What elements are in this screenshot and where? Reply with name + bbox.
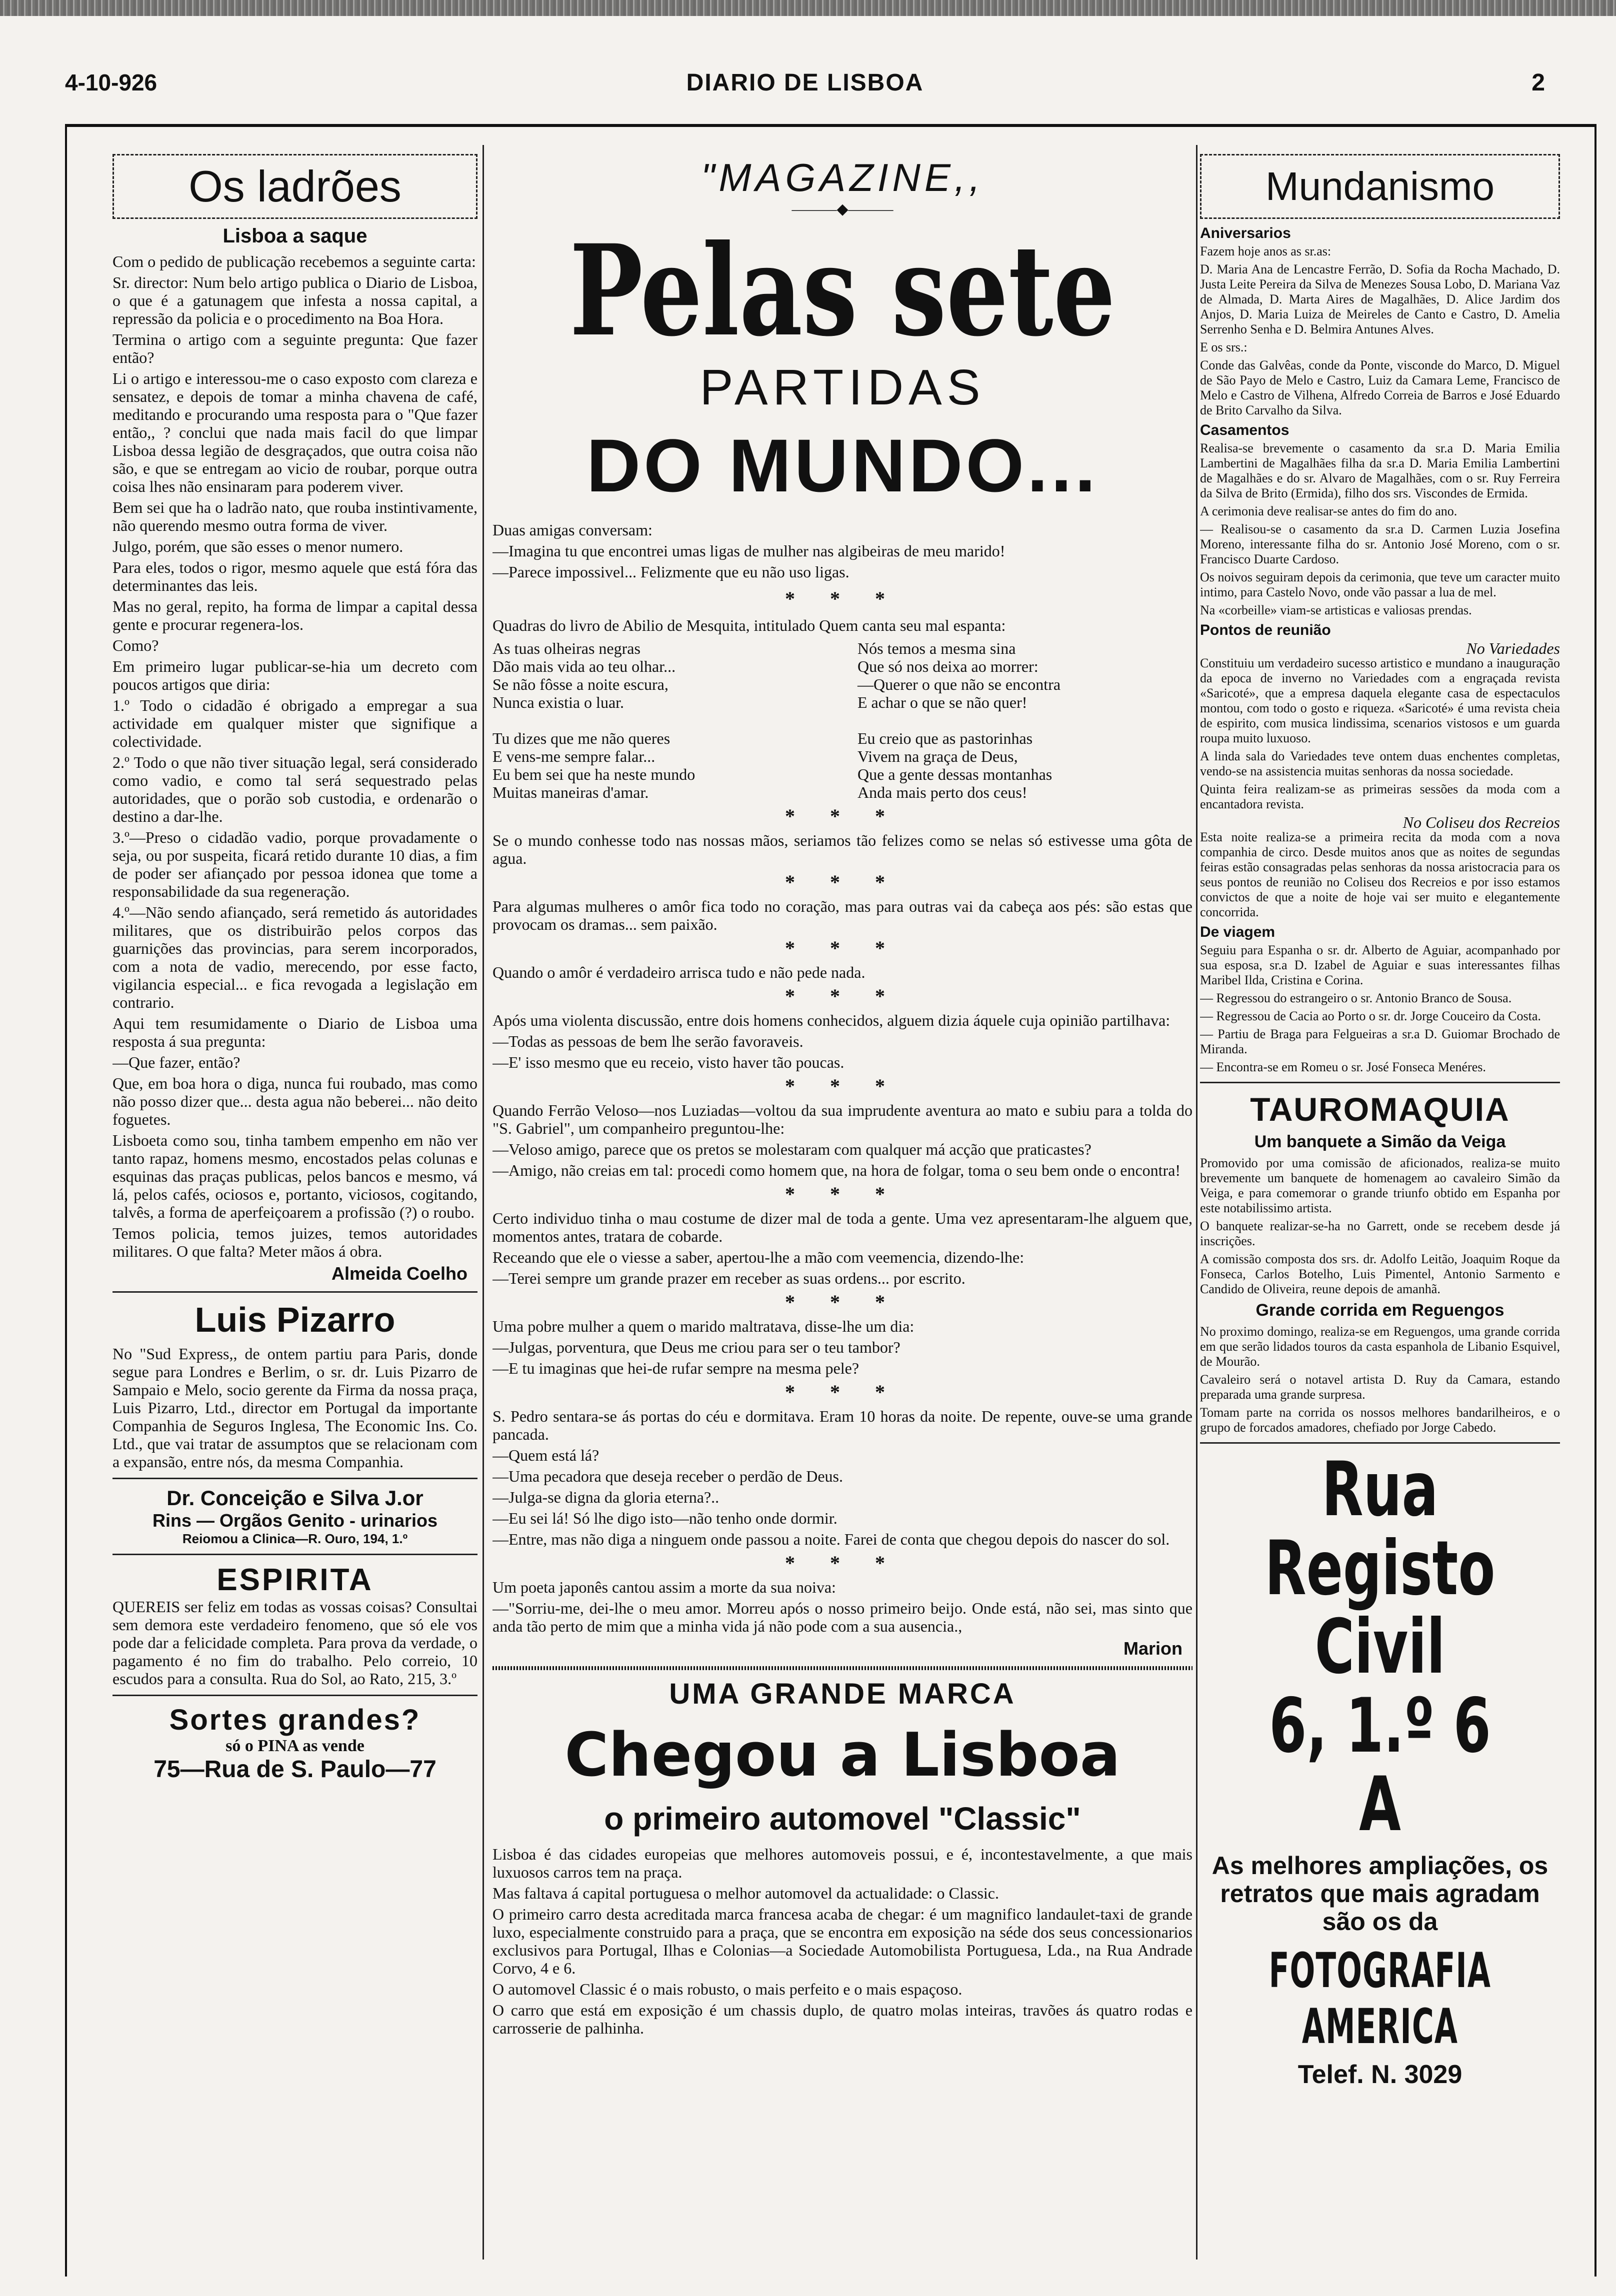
variedades-text bbox=[1200, 656, 1560, 812]
divider bbox=[112, 1478, 478, 1479]
ladroes-paragraph: Mas no geral, repito, ha forma de limpar a capital dessa gente e procurar regenera-los. bbox=[112, 597, 478, 633]
anecdote-line: Receando que ele o viesse a saber, apertou-lhe a mão com veemencia, dizendo-lhe: bbox=[492, 1248, 1024, 1266]
reguengos-subhead: Grande corrida em Reguengos bbox=[1256, 1301, 1504, 1320]
classic-ad-title: Chegou a Lisboa bbox=[564, 1721, 1120, 1790]
stars-separator: * * * bbox=[785, 805, 900, 827]
stars-separator: * * * bbox=[785, 1291, 900, 1313]
poem-line: Nunca existia o luar. bbox=[492, 693, 624, 711]
divider bbox=[1200, 1442, 1560, 1444]
poem-line: Que só nos deixa ao morrer: bbox=[858, 657, 1038, 675]
partidas-headline: PARTIDAS bbox=[700, 359, 986, 415]
ladroes-paragraph: 4.º—Não sendo afiançado, será remetido ás autoridades militares, que os distribuirão pelos corpos das guarnições das provincias, para serem incorporados, com a nota de vadio, merecendo, por esse facto, vigilancia especial... e fica revogada a legislação em contrario. bbox=[112, 903, 478, 1011]
casamentos-paragraph: Realisa-se brevemente o casamento da sr.a D. Maria Emilia Lambertini de Magalhães filha da sr.a D. Maria Emilia Lambertini de Magalhães e do sr. Alvaro de Magalhães, com o sr. Ruy Ferreira da Silva de Brito (Ermida), filho dos srs. Viscondes de Ermida. bbox=[1200, 441, 1560, 500]
coliseu-paragraph: Esta noite realiza-se a primeira recita da moda com a nova companhia de circo. Desde muitos anos que as noites de segundas feiras estão consagradas pelas senhoras da nossa aristocracia para os seus pontos de reunião no Coliseu dos Recreios e por isso estamos convictos de que a noite de hoje vai ser muito e elegantemente concorrida. bbox=[1200, 830, 1560, 919]
aniversarios-paragraph: Fazem hoje anos as sr.as: bbox=[1200, 244, 1332, 258]
stars-separator: * * * bbox=[785, 587, 900, 610]
viagem-paragraph: Seguiu para Espanha o sr. dr. Alberto de Aguiar, acompanhado por sua esposa, sr.a D. Izabel de Aguiar e suas interessantes filhas Maribel Ilda, Cristina e Corina. bbox=[1200, 943, 1560, 987]
ladroes-paragraph: Para eles, todos o rigor, mesmo aquele que está fóra das determinantes das leis. bbox=[112, 558, 478, 594]
masthead bbox=[65, 69, 1545, 104]
viagem-paragraph: — Encontra-se em Romeu o sr. José Fonseca Menéres. bbox=[1200, 1060, 1486, 1074]
classic-ad-kicker: UMA GRANDE MARCA bbox=[669, 1678, 1016, 1710]
poem-line bbox=[858, 711, 1192, 729]
ladroes-paragraph: Em primeiro lugar publicar-se-hia um decreto com poucos artigos que diria: bbox=[112, 657, 478, 693]
poem-line: E achar o que se não quer! bbox=[858, 693, 1028, 711]
anecdote-line: —Terei sempre um grande prazer em receber as suas ordens... por escrito. bbox=[492, 1269, 966, 1287]
variedades-paragraph: A linda sala do Variedades teve ontem duas enchentes completas, vendo-se na assistencia muitas senhoras da nossa sociedade. bbox=[1200, 749, 1560, 778]
anecdote-line: —E tu imaginas que hei-de rufar sempre na mesma pele? bbox=[492, 1359, 860, 1377]
stars-separator: * * * bbox=[785, 1075, 900, 1097]
anecdote-line: Após uma violenta discussão, entre dois homens conhecidos, alguem dizia áquele cuja opinião partilhava: bbox=[492, 1011, 1170, 1029]
banquete-subhead: Um banquete a Simão da Veiga bbox=[1254, 1132, 1506, 1151]
page-number: 2 bbox=[1532, 69, 1545, 96]
foto-ad-number: 6, 1.º 6 A bbox=[1269, 1682, 1491, 1848]
classic-ad-paragraph: O carro que está em exposição é um chassis duplo, de quatro molas inteiras, travões ás quatro rodas e carrosserie de palhinha. bbox=[492, 2001, 1192, 2037]
banquete-text bbox=[1200, 1156, 1560, 1297]
pontos-label: Pontos de reunião bbox=[1200, 622, 1331, 638]
poem-line: As tuas olheiras negras bbox=[492, 639, 640, 657]
tauromaquia-header: TAUROMAQUIA bbox=[1250, 1091, 1510, 1128]
ladroes-paragraph: Com o pedido de publicação recebemos a seguinte carta: bbox=[112, 252, 476, 270]
reguengos-paragraph: No proximo domingo, realiza-se em Reguengos, uma grande corrida em que serão lidados touros da casta espanhola de Libanio Esquivel, de Mourão. bbox=[1200, 1324, 1560, 1369]
casamentos-text bbox=[1200, 441, 1560, 618]
anecdote-line: Se o mundo conhesse todo nas nossas mãos, seriamos tão felizes como se nelas só estivesse uma gôta de agua. bbox=[492, 831, 1192, 867]
ladroes-paragraph: Termina o artigo com a seguinte pregunta: Que fazer então? bbox=[112, 330, 478, 366]
mundanismo-header: Mundanismo bbox=[1200, 154, 1560, 219]
doctor-specialty: Rins — Orgãos Genito - urinarios bbox=[152, 1510, 438, 1531]
poem-line: Muitas maneiras d'amar. bbox=[492, 783, 649, 801]
anecdote-line: Quando o amôr é verdadeiro arrisca tudo e não pede nada. bbox=[492, 963, 866, 981]
sortes-address: 75—Rua de S. Paulo—77 bbox=[154, 1756, 436, 1783]
sortes-line: só o PINA as vende bbox=[226, 1737, 364, 1755]
anecdote-line: —Julgas, porventura, que Deus me criou para ser o teu tambor? bbox=[492, 1338, 900, 1356]
viagem-text bbox=[1200, 943, 1560, 1075]
coliseu-text bbox=[1200, 830, 1560, 920]
ladroes-header: Os ladrões bbox=[112, 154, 478, 219]
anecdote-line: —Uma pecadora que deseja receber o perdão de Deus. bbox=[492, 1467, 843, 1485]
foto-ad-text: As melhores ampliações, os retratos que mais agradam são os da bbox=[1212, 1851, 1548, 1936]
ladroes-paragraph: 3.º—Preso o cidadão vadio, porque provadamente o seja, ou por suspeita, ficará retido durante 10 dias, a fim de poder ser afiançado por pessoa idonea que tome a responsabilidade da sua regeneração. bbox=[112, 828, 478, 900]
pizarro-text: No "Sud Express,, de ontem partiu para Paris, donde segue para Londres e Berlim, o sr. dr. Luis Pizarro de Sampaio e Melo, socio gerente da Firma da nossa praça, Luis Pizarro, Ltd., director em Portugal da importante Companhia de Seguros Inglesa, The Economic Ins. Co. Ltd., que vai tratar de assumptos que se relacionam com a expansão, entre nós, da mesma Companhia. bbox=[112, 1345, 478, 1471]
divider bbox=[1200, 1082, 1560, 1083]
reguengos-text bbox=[1200, 1324, 1560, 1435]
classic-ad-paragraph: O automovel Classic é o mais robusto, o mais perfeito e o mais espaçoso. bbox=[492, 1980, 962, 1998]
poem-line: Dão mais vida ao teu olhar... bbox=[492, 657, 676, 675]
poem-line: Se não fôsse a noite escura, bbox=[492, 675, 668, 693]
anecdote-line: —Todas as pessoas de bem lhe serão favoraveis. bbox=[492, 1032, 804, 1050]
poem-line: Tu dizes que me não queres bbox=[492, 729, 670, 747]
anecdote-line: —E' isso mesmo que eu receio, visto haver tão poucas. bbox=[492, 1053, 844, 1071]
aniversarios-paragraph: D. Maria Ana de Lencastre Ferrão, D. Sofia da Rocha Machado, D. Justa Leite Pereira da Silva de Menezes Sousa Lobo, D. Mariana Vaz de Almada, D. Marta Aires de Magalhães, D. Alice Jardim dos Anjos, D. Maria Luiza de Meireles de Canto e Castro, D. Amelia Serrenho Senha e D. Belmira Antunes Alves. bbox=[1200, 262, 1560, 336]
casamentos-label: Casamentos bbox=[1200, 422, 1290, 438]
intro-line: —Parece impossivel... Felizmente que eu não uso ligas. bbox=[492, 563, 850, 581]
poem-line: —Querer o que não se encontra bbox=[858, 675, 1061, 693]
ladroes-paragraph: Aqui tem resumidamente o Diario de Lisboa uma resposta á sua pregunta: bbox=[112, 1014, 478, 1050]
reguengos-paragraph: Cavaleiro será o notavel artista D. Ruy da Camara, estando preparada uma grande surpresa. bbox=[1200, 1372, 1560, 1402]
magazine-intro bbox=[492, 521, 1192, 581]
poem-left-column bbox=[492, 639, 828, 801]
anecdote-line: Para algumas mulheres o amôr fica todo no coração, mas para outras vai da cabeça aos pés: são estas que provocam os dramas... sem paixão. bbox=[492, 897, 1192, 933]
anecdote-line: —Veloso amigo, parece que os pretos se molestaram com qualquer má acção que praticastes? bbox=[492, 1140, 1092, 1158]
ladroes-signature: Almeida Coelho bbox=[331, 1263, 468, 1284]
anecdote-line: Um poeta japonês cantou assim a morte da sua noiva: bbox=[492, 1578, 836, 1596]
intro-line: Duas amigas conversam: bbox=[492, 521, 652, 539]
ladroes-paragraph: Que, em boa hora o diga, nunca fui roubado, mas como não posso dizer que... desta agua não beberei... não deito foguetes. bbox=[112, 1074, 478, 1128]
stars-separator: * * * bbox=[785, 1183, 900, 1205]
ladroes-paragraph: Temos policia, temos juizes, temos autoridades militares. O que falta? Meter mãos á obra. bbox=[112, 1224, 478, 1260]
viagem-paragraph: — Regressou do estrangeiro o sr. Antonio Branco de Sousa. bbox=[1200, 991, 1512, 1005]
pizarro-header: Luis Pizarro bbox=[194, 1300, 396, 1339]
divider bbox=[112, 1695, 478, 1696]
anecdote-line: —Quem está lá? bbox=[492, 1446, 600, 1464]
middle-column bbox=[492, 145, 1192, 2270]
anecdote-line: Certo individuo tinha o mau costume de dizer mal de toda a gente. Uma vez apresentaram-lhe alguem que, momentos antes, tratara de cobarde. bbox=[492, 1209, 1192, 1245]
ladroes-paragraph: 1.º Todo o cidadão é obrigado a empregar a sua actividade em qualquer mister que signifique a colectividade. bbox=[112, 696, 478, 750]
foto-ad-phone: Telef. N. 3029 bbox=[1298, 2060, 1462, 2089]
poem-right-column bbox=[858, 639, 1192, 801]
newspaper-title: DIARIO DE LISBOA bbox=[686, 69, 924, 96]
anecdote-line: Uma pobre mulher a quem o marido maltratava, disse-lhe um dia: bbox=[492, 1317, 914, 1335]
ladroes-subhead: Lisboa a saque bbox=[222, 225, 368, 247]
classic-ad-paragraph: O primeiro carro desta acreditada marca francesa acaba de chegar: é um magnifico landaulet-taxi de grande luxo, especialmente construido para a praça, que se encontra em exposição na séde dos seus concessionarios exclusivos para Portugal, Ilhas e Colonias—a Sociedade Automobilista Portuguesa, Lda., na Rua Andrade Corvo, 4 e 6. bbox=[492, 1905, 1192, 1977]
ladroes-paragraph: —Que fazer, então? bbox=[112, 1053, 240, 1071]
ladroes-article bbox=[112, 252, 478, 1260]
aniversarios-paragraph: Conde das Galvêas, conde da Ponte, visconde do Marco, D. Miguel de São Payo de Melo e Castro, Luiz da Camara Leme, Francisco de Melo e Castro de Vilhena, Alfredo Correia de Barros e José Eduardo de Brito Carvalho da Silva. bbox=[1200, 358, 1560, 417]
poem-line: Anda mais perto dos ceus! bbox=[858, 783, 1028, 801]
ladroes-paragraph: Como? bbox=[112, 636, 159, 654]
aniversarios-label: Aniversarios bbox=[1200, 225, 1291, 241]
poem-line: Eu creio que as pastorinhas bbox=[858, 729, 1033, 747]
quadras-intro: Quadras do livro de Abilio de Mesquita, intitulado Quem canta seu mal espanta: bbox=[492, 616, 1006, 634]
anecdote-line: —Julga-se digna da gloria eterna?.. bbox=[492, 1488, 720, 1506]
poem-line: Que a gente dessas montanhas bbox=[858, 765, 1052, 783]
ladroes-paragraph: Bem sei que ha o ladrão nato, que rouba instintivamente, não querendo mesmo outra forma de viver. bbox=[112, 498, 478, 534]
magazine-kicker: "MAGAZINE,, bbox=[700, 155, 984, 199]
stars-separator: * * * bbox=[785, 985, 900, 1007]
poem-line: E vens-me sempre falar... bbox=[492, 747, 656, 765]
banquete-paragraph: Promovido por uma comissão de aficionados, realiza-se muito brevemente um banquete de homenagem ao cavaleiro Simão da Veiga, e para comemorar o grande triunfo obtido em Espanha por este notabilissimo artista. bbox=[1200, 1156, 1560, 1215]
classic-ad-subtitle: o primeiro automovel "Classic" bbox=[604, 1801, 1081, 1837]
foto-ad-street: Rua Registo Civil bbox=[1264, 1446, 1496, 1691]
viagem-paragraph: — Partiu de Braga para Felgueiras a sr.a D. Guiomar Brochado de Miranda. bbox=[1200, 1027, 1560, 1056]
viagem-paragraph: — Regressou de Cacia ao Porto o sr. dr. Jorge Couceiro da Costa. bbox=[1200, 1009, 1541, 1023]
issue-date: 4-10-926 bbox=[65, 69, 158, 95]
divider bbox=[112, 1554, 478, 1555]
poem-line: Eu bem sei que ha neste mundo bbox=[492, 765, 696, 783]
anecdote-line: S. Pedro sentara-se ás portas do céu e dormitava. Eram 10 horas da noite. De repente, ouve-se uma grande pancada. bbox=[492, 1407, 1192, 1443]
stars-separator: * * * bbox=[785, 1552, 900, 1574]
sortes-header: Sortes grandes? bbox=[169, 1704, 421, 1736]
casamentos-paragraph: A cerimonia deve realisar-se antes do fim do ano. bbox=[1200, 504, 1458, 518]
espirita-text: QUEREIS ser feliz em todas as vossas coisas? Consultai sem demora este verdadeiro fenomeno, que só ele vos pode dar a felicidade completa. Para prova da verdade, o pagamento é no fim do trabalho. Pelo correio, 10 escudos para a consulta. Rua do Sol, ao Rato, 215, 3.º bbox=[112, 1598, 478, 1688]
quadras-poem bbox=[492, 639, 1192, 801]
ladroes-paragraph: Julgo, porém, que são esses o menor numero. bbox=[112, 537, 404, 555]
banquete-paragraph: O banquete realizar-se-ha no Garrett, onde se recebem desde já inscrições. bbox=[1200, 1219, 1560, 1248]
classic-ad-paragraph: Lisboa é das cidades europeias que melhores automoveis possui, e é, incontestavelmente, a que mais luxuosos carros tem na praça. bbox=[492, 1845, 1192, 1881]
reguengos-paragraph: Tomam parte na corrida os nossos melhores bandarilheiros, e o grupo de forcados amadores, chefiado por Jorge Cabedo. bbox=[1200, 1405, 1560, 1435]
ornament: ———◆——— bbox=[792, 201, 894, 217]
stars-separator: * * * bbox=[785, 937, 900, 959]
ladroes-paragraph: 2.º Todo o que não tiver situação legal, será considerado como vadio, e como tal será sequestrado pelas autoridades, que o porão sob custodia, e ordenarão o destino a dar-lhe. bbox=[112, 753, 478, 825]
ladroes-paragraph: Lisboeta como sou, tinha tambem empenho em não ver tanto rapaz, homens mesmo, encostados pelas colunas e esquinas das praças publicas, pelos bancos e mesmo, vá lá, pelos cafés, ociosos e, portanto, viciosos, cogitando, talvês, a forma de aperfeiçoarem a profissão (?) o roubo. bbox=[112, 1131, 478, 1221]
pelas-sete-headline: Pelas sete bbox=[570, 217, 1116, 364]
ladroes-paragraph: Li o artigo e interessou-me o caso exposto com clareza e sensatez, e depois de tomar a minha chavena de café, meditando e procurando uma resposta para o "Que fazer então,, ? conclui que nada mais facil do que limpar Lisboa dessa legião de desgraçados, que outra coisa não são, e que se entregam ao vicio de roubar, porque outra coisa lhes não ensinaram para poderem viver. bbox=[112, 369, 478, 495]
classic-ad-text bbox=[492, 1845, 1192, 2037]
banquete-paragraph: A comissão composta dos srs. dr. Adolfo Leitão, Joaquim Roque da Fonseca, Carlos Botelho, Luis Pimentel, Antonio Sarmento e Candido de Oliveira, reune depois de amanhã. bbox=[1200, 1252, 1560, 1296]
poem-line: Nós temos a mesma sina bbox=[858, 639, 1016, 657]
anecdote-line: —"Sorriu-me, dei-lhe o meu amor. Morreu após o nosso primeiro beijo. Onde está, não sei, mas sinto que anda tão perto de mim que a minha vida já não pode com a sua ausencia., bbox=[492, 1599, 1192, 1635]
variedades-paragraph: Quinta feira realizam-se as primeiras sessões da moda com a encantadora revista. bbox=[1200, 782, 1560, 811]
viagem-label: De viagem bbox=[1200, 924, 1276, 940]
espirita-header: ESPIRITA bbox=[216, 1563, 374, 1597]
stars-separator: * * * bbox=[785, 871, 900, 893]
left-column bbox=[112, 145, 478, 2270]
do-mundo-headline: DO MUNDO... bbox=[586, 423, 1099, 507]
intro-line: —Imagina tu que encontrei umas ligas de mulher nas algibeiras de meu marido! bbox=[492, 542, 1006, 560]
casamentos-paragraph: — Realisou-se o casamento da sr.a D. Carmen Luzia Josefina Moreno, interessante filha do sr. Antonio José Moreno, com o sr. Francisco Duarte Cardoso. bbox=[1200, 522, 1560, 566]
aniversarios-paragraph: E os srs.: bbox=[1200, 340, 1248, 354]
variedades-paragraph: Constituiu um verdadeiro sucesso artistico e mundano a inauguração da epoca de inverno no Variedades com a engraçada revista «Saricoté», que a empresa daquela elegante casa de espectaculos montou, com todo o gosto e riqueza. «Saricoté» é uma revista cheia de espirito, com musica lindissima, scenarios vistosos e um guarda roupa muito luxuoso. bbox=[1200, 656, 1560, 745]
anecdote-line: —Amigo, não creias em tal: procedi como homem que, na hora de folgar, toma o seu bem onde o encontra! bbox=[492, 1161, 1181, 1179]
divider bbox=[492, 1666, 1192, 1670]
doctor-address: Reiomou a Clinica—R. Ouro, 194, 1.º bbox=[182, 1531, 408, 1546]
casamentos-paragraph: Na «corbeille» viam-se artisticas e valiosas prendas. bbox=[1200, 603, 1472, 617]
right-column bbox=[1200, 145, 1560, 2270]
ladroes-paragraph: Sr. director: Num belo artigo publica o Diario de Lisboa, o que é a gatunagem que infesta a nossa capital, a repressão da policia e o procedimento na Boa Hora. bbox=[112, 273, 478, 327]
poem-line bbox=[492, 711, 828, 729]
variedades-label: No Variedades bbox=[1466, 639, 1560, 657]
page-edge-texture bbox=[0, 0, 1616, 16]
column-rule-right bbox=[1196, 145, 1198, 2260]
poem-line: Vivem na graça de Deus, bbox=[858, 747, 1018, 765]
magazine-signature: Marion bbox=[1123, 1638, 1182, 1659]
anecdote-line: —Entre, mas não diga a ninguem onde passou a noite. Farei de conta que chegou depois do nascer do sol. bbox=[492, 1530, 1170, 1548]
foto-ad-name: FOTOGRAFIA AMERICA bbox=[1268, 1942, 1492, 2055]
coliseu-label: No Coliseu dos Recreios bbox=[1402, 813, 1560, 831]
anecdote-line: —Eu sei lá! Só lhe digo isto—não tenho onde dormir. bbox=[492, 1509, 838, 1527]
anecdote-line: Quando Ferrão Veloso—nos Luziadas—voltou da sua imprudente aventura ao mato e subiu para a tolda do "S. Gabriel", um companheiro preguntou-lhe: bbox=[492, 1101, 1192, 1137]
column-rule-left bbox=[482, 145, 484, 2260]
doctor-name: Dr. Conceição e Silva J.or bbox=[166, 1486, 424, 1510]
casamentos-paragraph: Os noivos seguiram depois da cerimonia, que teve um caracter muito intimo, para Castelo Novo, onde vão passar a lua de mel. bbox=[1200, 570, 1560, 599]
stars-separator: * * * bbox=[785, 1381, 900, 1403]
magazine-anecdotes bbox=[492, 807, 1192, 1635]
classic-ad-paragraph: Mas faltava á capital portuguesa o melhor automovel da actualidade: o Classic. bbox=[492, 1884, 999, 1902]
divider bbox=[112, 1291, 478, 1293]
aniversarios-text bbox=[1200, 244, 1560, 418]
